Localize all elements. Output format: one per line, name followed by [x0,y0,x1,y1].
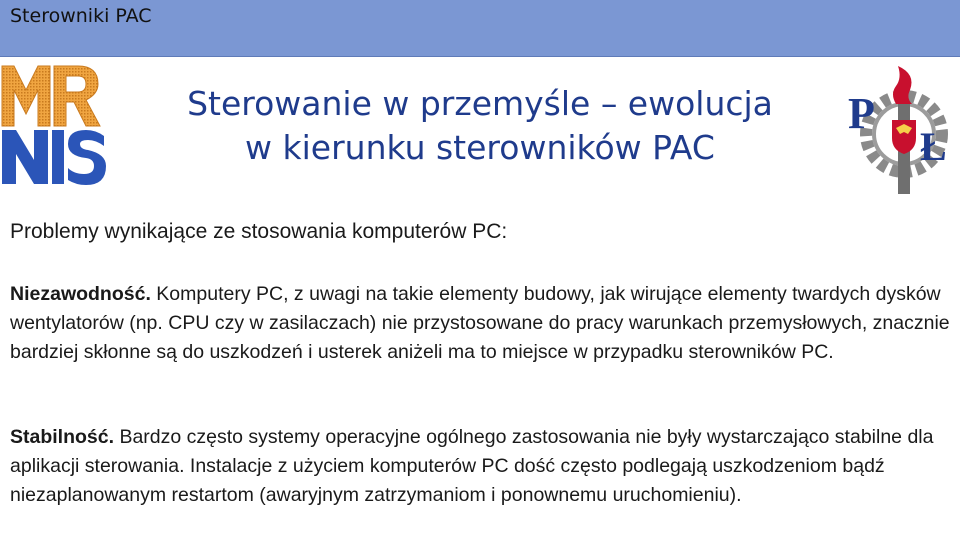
header-bar [0,0,960,57]
reliability-paragraph [10,280,950,367]
pl-logo [846,64,958,196]
reliability-text: Komputery PC, z uwagi na takie elementy budowy, jak wirujące elementy twardych dysków wentylatorów (np. CPU czy w zasilaczach) nie przystosowane do pracy warunkach przemysłowych, znacznie bardziej skłonne są do uszkodzeń i usterek aniżeli ma to miejsce w przypadku sterowników PC. [10,283,950,363]
stability-label: Stabilność. [10,426,115,448]
reliability-label: Niezawodność. [10,283,151,305]
svg-text:P: P [848,89,875,138]
slide-title [120,82,840,170]
mrnis-logo [0,62,110,188]
header-title: Sterowniki PAC [10,5,152,27]
slide-title-line-1: Sterowanie w przemyśle – ewolucja [187,84,773,123]
stability-text: Bardzo często systemy operacyjne ogólnego zastosowania nie były wystarczająco stabilne dla aplikacji sterowania. Instalacje z użyciem komputerów PC dość często podlegają uszkodzeniom bądź niezaplanowanym restartom (awaryjnym zatrzymaniom i ponownemu uruchomieniu). [10,426,934,506]
slide-title-line-2: w kierunku sterowników PAC [245,128,715,167]
stability-paragraph [10,423,950,510]
svg-text:Ł: Ł [920,124,947,169]
intro-text: Problemy wynikające ze stosowania komputerów PC: [10,220,508,243]
